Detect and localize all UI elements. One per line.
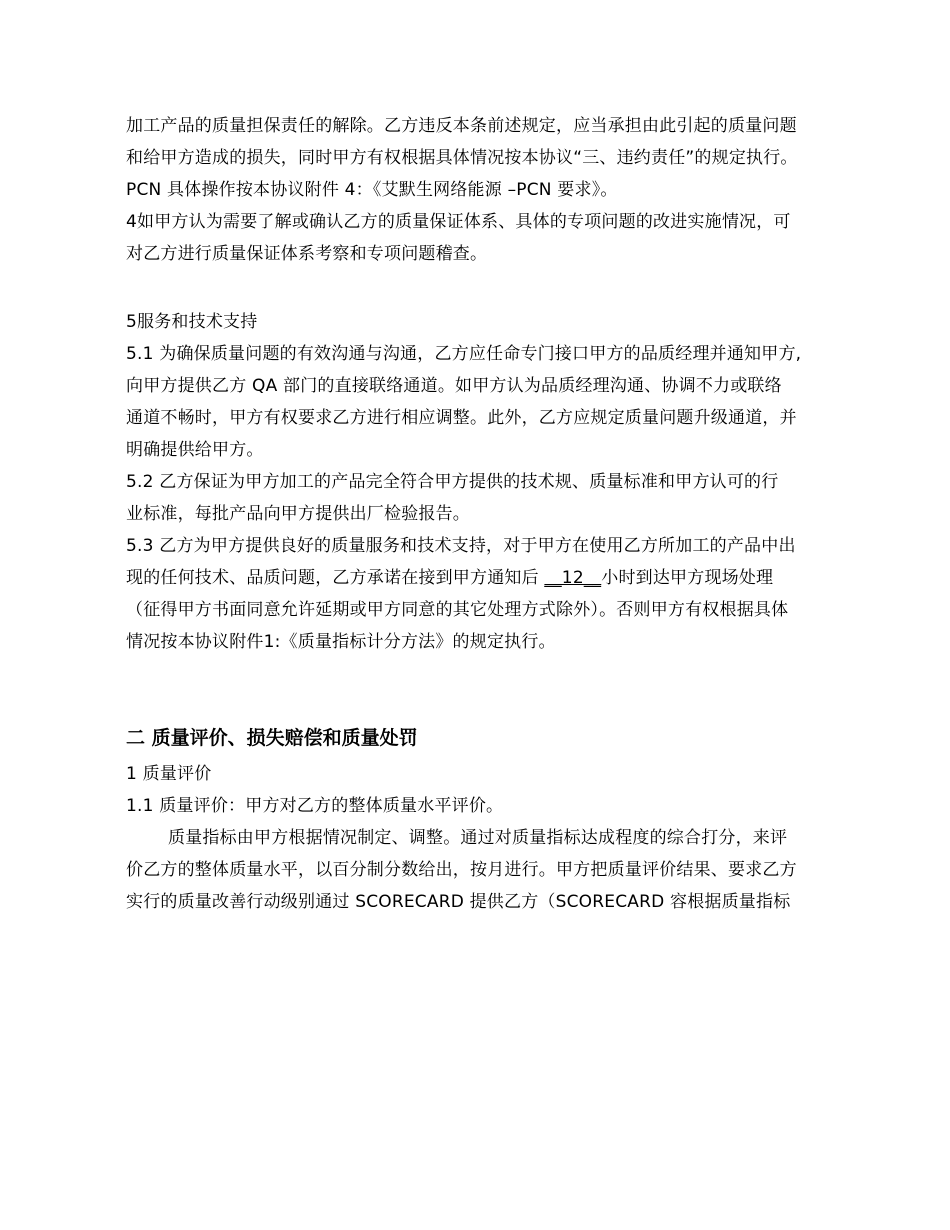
section-title: 5服务和技术支持 <box>126 312 258 332</box>
text-line: 5.3 乙方为甲方提供良好的质量服务和技术支持，对于甲方在使用乙方所加工的产品中出 <box>126 536 796 556</box>
spacer <box>126 270 866 306</box>
section-service-support <box>126 306 866 658</box>
spacer <box>126 658 866 718</box>
subsection-title: 1 质量评价 <box>126 764 212 784</box>
section-heading: 二 质量评价、损失赔偿和质量处罚 <box>126 727 418 749</box>
text-line: 5.2 乙方保证为甲方加工的产品完全符合甲方提供的技术规、质量标准和甲方认可的行 <box>126 472 779 492</box>
text-line: 向甲方提供乙方 QA 部门的直接联络通道。如甲方认为品质经理沟通、协调不力或联络 <box>126 376 782 396</box>
paragraph-quality-guarantee <box>126 110 866 270</box>
hours-value: __12__ <box>544 568 602 588</box>
document-page <box>126 110 866 918</box>
text-line: 质量指标由甲方根据情况制定、调整。通过对质量指标达成程度的综合打分，来评 <box>168 828 788 848</box>
text-line: 情况按本协议附件1:《质量指标计分方法》的规定执行。 <box>126 632 556 652</box>
subsection-title: 1.1 质量评价：甲方对乙方的整体质量水平评价。 <box>126 796 504 816</box>
text-line: 4如甲方认为需要了解或确认乙方的质量保证体系、具体的专项问题的改进实施情况，可 <box>126 212 791 232</box>
text-line: 实行的质量改善行动级别通过 SCORECARD 提供乙方（SCORECARD 容根据质量指标 <box>126 892 791 912</box>
text-line: 加工产品的质量担保责任的解除。乙方违反本条前述规定，应当承担由此引起的质量问题 <box>126 116 797 136</box>
text-line-hours <box>126 562 866 594</box>
text-line: 和给甲方造成的损失，同时甲方有权根据具体情况按本协议“三、违约责任”的规定执行。 <box>126 148 798 168</box>
hours-suffix: 小时到达甲方现场处理 <box>601 568 774 588</box>
text-line: 对乙方进行质量保证体系考察和专项问题稽查。 <box>126 244 488 264</box>
section-quality-evaluation <box>126 718 866 918</box>
text-line: PCN 具体操作按本协议附件 4：《艾默生网络能源 –PCN 要求》。 <box>126 180 618 200</box>
text-line: 通道不畅时，甲方有权要求乙方进行相应调整。此外，乙方应规定质量问题升级通道，并 <box>126 408 797 428</box>
text-line: 价乙方的整体质量水平，以百分制分数给出，按月进行。甲方把质量评价结果、要求乙方 <box>126 860 797 880</box>
text-line: 5.1 为确保质量问题的有效沟通与沟通，乙方应任命专门接口甲方的品质经理并通知甲方, <box>126 344 802 364</box>
hours-prefix: 现的任何技术、品质问题，乙方承诺在接到甲方通知后 <box>126 568 545 588</box>
text-line: 明确提供给甲方。 <box>126 440 264 460</box>
text-line: 业标准，每批产品向甲方提供出厂检验报告。 <box>126 504 470 524</box>
text-line: （征得甲方书面同意允许延期或甲方同意的其它处理方式除外）。否则甲方有权根据具体 <box>126 600 789 620</box>
